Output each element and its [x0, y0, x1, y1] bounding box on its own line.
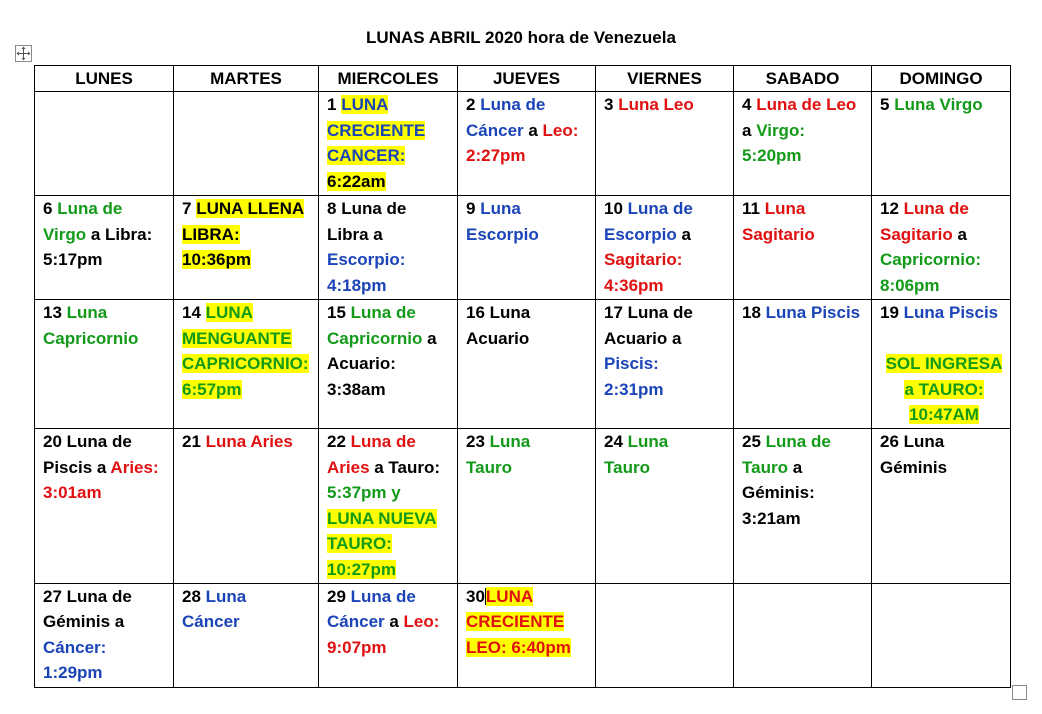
event-text: Luna de	[350, 432, 416, 451]
event-text: Leo:	[542, 120, 579, 140]
event-text: Aries:	[110, 457, 159, 477]
header-sabado: SABADO	[734, 66, 872, 92]
day-cell	[319, 583, 458, 687]
event-text: Luna de Leo	[756, 95, 857, 114]
event-text: Capricornio	[327, 328, 423, 348]
event-text: Luna	[903, 432, 945, 451]
highlighted-event-text: LEO: 6:40pm	[466, 637, 571, 657]
day-cell	[872, 196, 1011, 300]
highlighted-event-text: 6:22am	[327, 171, 386, 191]
event-text: 5:37pm y	[327, 483, 401, 503]
event-text: a	[523, 120, 543, 140]
day-number: 30	[466, 586, 485, 606]
event-text: Cáncer	[466, 120, 524, 140]
day-number: 11	[742, 199, 760, 218]
event-text: Sagitario:	[604, 250, 683, 270]
event-text: a	[384, 612, 404, 632]
day-number: 29	[327, 586, 346, 606]
day-cell	[596, 196, 734, 300]
highlighted-event-text: LIBRA:	[182, 224, 240, 244]
day-number: 3	[604, 95, 614, 114]
day-number: 16	[466, 303, 485, 322]
event-text: Luna	[489, 432, 531, 451]
day-number: 9	[466, 199, 476, 218]
empty-day-cell	[596, 583, 734, 687]
day-cell	[734, 300, 872, 429]
day-number: 21	[182, 432, 201, 451]
highlighted-event-text: CAPRICORNIO:	[182, 354, 309, 374]
empty-day-cell	[174, 92, 319, 196]
day-number: 12	[880, 199, 899, 218]
event-text: a	[742, 120, 757, 140]
day-cell	[319, 92, 458, 196]
event-text: 4:36pm	[604, 275, 664, 295]
event-text: Cáncer	[182, 612, 240, 632]
day-cell	[734, 196, 872, 300]
highlighted-event-text: CRECIENTE	[466, 612, 565, 632]
day-cell	[872, 92, 1011, 196]
event-text: 9:07pm	[327, 637, 387, 657]
highlighted-event-text: 10:47AM	[909, 405, 979, 425]
day-number: 19	[880, 303, 899, 322]
empty-day-cell	[734, 583, 872, 687]
header-miercoles: MIERCOLES	[319, 66, 458, 92]
event-text: Luna de	[480, 95, 546, 114]
header-lunes: LUNES	[35, 66, 174, 92]
header-domingo: DOMINGO	[872, 66, 1011, 92]
event-text: Piscis a	[43, 457, 111, 477]
event-text: Virgo:	[756, 120, 805, 140]
day-number: 7	[182, 199, 192, 218]
event-text: Aries	[327, 457, 370, 477]
event-text: 3:01am	[43, 483, 102, 503]
day-number: 28	[182, 586, 201, 606]
highlighted-event-text: CRECIENTE	[327, 120, 426, 140]
day-cell	[458, 92, 596, 196]
day-number: 1	[327, 95, 337, 114]
day-number: 17	[604, 303, 623, 322]
event-text: Acuario a	[604, 328, 682, 348]
day-number: 27	[43, 586, 62, 606]
event-text: Escorpio:	[327, 250, 406, 270]
event-text: 1:29pm	[43, 663, 103, 683]
day-number: 10	[604, 199, 623, 218]
event-text: 2:31pm	[604, 379, 664, 399]
event-text: Escorpio	[466, 224, 539, 244]
event-text: a	[676, 224, 691, 244]
event-text: Luna Aries	[205, 432, 293, 451]
event-text: Géminis:	[742, 483, 815, 503]
week-row	[35, 196, 1011, 300]
event-text: Acuario:	[327, 354, 396, 374]
event-text: Luna Piscis	[903, 303, 999, 322]
event-text: 4:18pm	[327, 275, 387, 295]
event-text: Cáncer	[327, 612, 385, 632]
event-text: a Tauro:	[369, 457, 441, 477]
week-row	[35, 583, 1011, 687]
day-cell	[35, 300, 174, 429]
event-text: Capricornio	[43, 328, 139, 348]
day-cell	[734, 92, 872, 196]
event-text: Luna de	[903, 199, 969, 218]
day-cell	[734, 429, 872, 584]
event-text: Sagitario	[880, 224, 953, 244]
day-cell	[174, 583, 319, 687]
day-cell	[458, 583, 596, 687]
day-cell	[596, 92, 734, 196]
day-number: 24	[604, 432, 623, 451]
event-text: Luna Leo	[618, 95, 694, 114]
event-text: Luna de	[66, 586, 132, 606]
highlighted-event-text: a TAURO:	[904, 379, 984, 399]
event-text: Luna	[205, 586, 247, 606]
highlighted-event-text: TAURO:	[327, 534, 392, 554]
event-text: a Libra:	[86, 224, 153, 244]
event-text: Cáncer:	[43, 637, 107, 657]
day-cell	[458, 429, 596, 584]
day-number: 20	[43, 432, 62, 451]
event-text: Tauro	[742, 457, 788, 477]
document-title: LUNAS ABRIL 2020 hora de Venezuela	[366, 28, 676, 47]
square-resize-icon[interactable]	[1012, 685, 1027, 700]
day-cell	[35, 196, 174, 300]
day-number: 26	[880, 432, 899, 451]
day-number: 14	[182, 303, 201, 322]
day-cell	[596, 300, 734, 429]
event-text: Luna	[480, 199, 521, 218]
empty-day-cell	[35, 92, 174, 196]
event-text: Géminis	[880, 457, 948, 477]
event-text: Luna de	[627, 303, 693, 322]
event-text: Tauro	[604, 457, 650, 477]
highlighted-event-text: SOL INGRESA	[885, 354, 1003, 374]
event-text: Luna	[489, 303, 531, 322]
empty-day-cell	[872, 583, 1011, 687]
event-text: Luna Virgo	[894, 95, 983, 114]
event-text: Géminis a	[43, 612, 125, 632]
event-text: 5:20pm	[742, 146, 802, 166]
event-text: a	[422, 328, 437, 348]
day-cell	[872, 429, 1011, 584]
event-text: a	[952, 224, 967, 244]
day-number: 25	[742, 432, 761, 451]
highlighted-event-text: MENGUANTE	[182, 328, 292, 348]
event-text: Tauro	[466, 457, 512, 477]
highlighted-event-text: LUNA	[341, 95, 389, 114]
event-text: Luna	[66, 303, 108, 322]
day-number: 23	[466, 432, 485, 451]
event-text: Virgo	[43, 224, 87, 244]
week-row	[35, 92, 1011, 196]
event-text: Leo:	[403, 612, 440, 632]
day-cell	[596, 429, 734, 584]
day-number: 8	[327, 199, 337, 218]
day-cell	[319, 429, 458, 584]
day-cell	[174, 429, 319, 584]
highlighted-event-text: LUNA	[205, 303, 253, 322]
highlighted-event-text: 6:57pm	[182, 379, 242, 399]
centered-line	[880, 402, 1008, 428]
day-number: 5	[880, 95, 890, 114]
event-text: Luna de	[627, 199, 693, 218]
event-text: Luna de	[765, 432, 831, 451]
highlighted-event-text: 10:36pm	[182, 250, 251, 270]
day-cell	[174, 196, 319, 300]
event-text: Piscis:	[604, 354, 659, 374]
event-text: Libra a	[327, 224, 383, 244]
four-way-arrow-icon[interactable]	[15, 45, 32, 62]
event-text: 3:21am	[742, 508, 801, 528]
centered-line	[880, 351, 1008, 377]
calendar-table	[34, 65, 1011, 688]
highlighted-event-text: LUNA LLENA	[196, 199, 305, 218]
day-cell	[319, 300, 458, 429]
highlighted-event-text: LUNA NUEVA	[327, 508, 437, 528]
event-text: Escorpio	[604, 224, 677, 244]
day-number: 15	[327, 303, 346, 322]
event-text: Luna de	[57, 199, 123, 218]
event-text: Luna Piscis	[765, 303, 861, 322]
week-row	[35, 429, 1011, 584]
header-martes: MARTES	[174, 66, 319, 92]
day-number: 22	[327, 432, 346, 451]
event-text: 5:17pm	[43, 250, 103, 270]
event-text: Capricornio:	[880, 250, 982, 270]
day-cell	[174, 300, 319, 429]
header-jueves: JUEVES	[458, 66, 596, 92]
day-cell	[35, 429, 174, 584]
event-text: Luna	[627, 432, 669, 451]
event-text: 8:06pm	[880, 275, 940, 295]
event-text: a	[787, 457, 803, 477]
event-text: 3:38am	[327, 379, 386, 399]
day-number: 6	[43, 199, 53, 218]
centered-line	[880, 377, 1008, 403]
header-row	[35, 66, 1011, 92]
day-number: 4	[742, 95, 752, 114]
day-cell	[458, 300, 596, 429]
day-number: 18	[742, 303, 761, 322]
highlighted-event-text: LUNA	[485, 586, 534, 606]
header-viernes: VIERNES	[596, 66, 734, 92]
event-text: Acuario	[466, 328, 530, 348]
day-number: 13	[43, 303, 62, 322]
day-cell	[35, 583, 174, 687]
event-text: Luna de	[66, 432, 132, 451]
event-text: Luna	[764, 199, 806, 218]
highlighted-event-text: CANCER:	[327, 146, 406, 166]
day-cell	[458, 196, 596, 300]
event-text: Sagitario	[742, 224, 815, 244]
event-text: Luna de	[341, 199, 407, 218]
highlighted-event-text: 10:27pm	[327, 559, 396, 579]
day-cell	[319, 196, 458, 300]
event-text: Luna de	[350, 303, 416, 322]
week-row	[35, 300, 1011, 429]
event-text: 2:27pm	[466, 146, 526, 166]
event-text: Luna de	[350, 586, 416, 606]
day-cell	[872, 300, 1011, 429]
day-number: 2	[466, 95, 476, 114]
